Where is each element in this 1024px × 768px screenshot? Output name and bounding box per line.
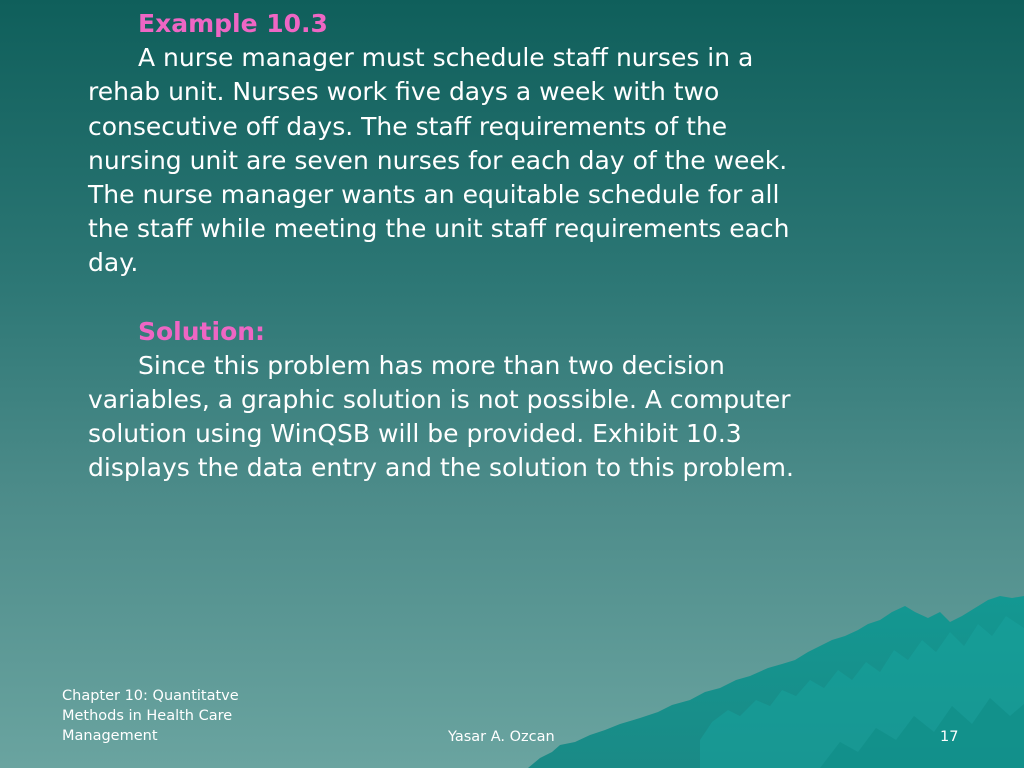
footer-chapter: Chapter 10: Quantitatve Methods in Health Care Management (62, 688, 239, 744)
example-text: A nurse manager must schedule staff nurses in a rehab unit. Nurses work five days a week with two consecutive off days. The staff requirements of the nursing unit are seven nurses for each day of the week. The nurse manager wants an equitable schedule for all the staff while meeting the unit staff requirements each day. (88, 43, 790, 278)
footer-author: Yasar A. Ozcan (448, 729, 555, 745)
solution-text: Since this problem has more than two decision variables, a graphic solution is not possible. A computer solution using WinQSB will be provided. Exhibit 10.3 displays the data entry and the solution to this problem. (88, 350, 794, 483)
example-heading: Example 10.3 (138, 9, 328, 38)
footer-page-number: 17 (940, 729, 959, 745)
slide-body (88, 7, 808, 486)
paragraph-spacer (88, 281, 808, 315)
solution-heading: Solution: (138, 316, 266, 346)
